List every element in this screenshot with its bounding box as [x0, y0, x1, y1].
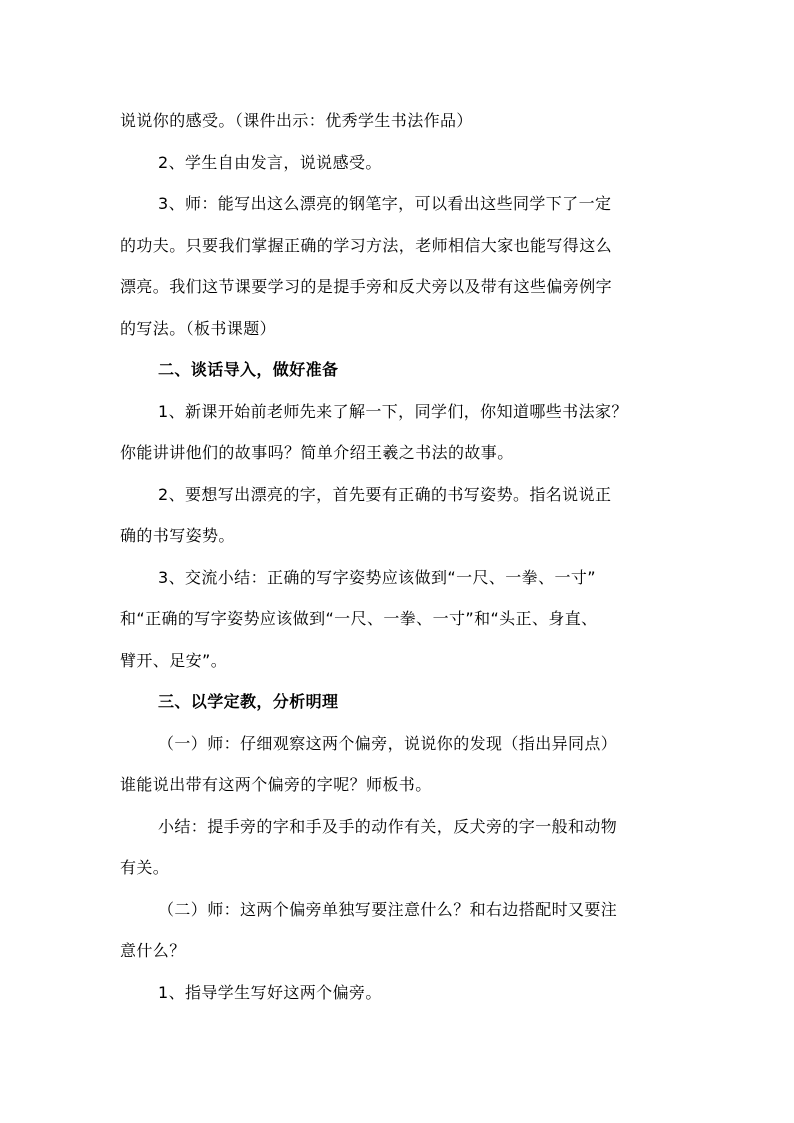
paragraph-line: 谁能说出带有这两个偏旁的字呢？师板书。: [120, 775, 432, 794]
paragraph-line: 2、要想写出漂亮的字，首先要有正确的书写姿势。指名说说正: [158, 484, 612, 504]
section-heading: 三、以学定教，分析明理: [158, 692, 339, 711]
paragraph-line: 3、师：能写出这么漂亮的钢笔字，可以看出这些同学下了一定: [158, 194, 612, 213]
paragraph-line: 2、学生自由发言，说说感受。: [158, 152, 382, 172]
section-heading: 二、谈话导入，做好准备: [158, 360, 339, 379]
paragraph-line: 有关。: [120, 858, 170, 877]
paragraph-line: 臂开、足安”。: [120, 650, 228, 670]
paragraph-line: 漂亮。我们这节课要学习的是提手旁和反犬旁以及带有这些偏旁例字: [120, 277, 613, 296]
paragraph-line: 3、交流小结：正确的写字姿势应该做到“一尺、一拳、一寸”: [158, 567, 596, 587]
paragraph-line: 1、新课开始前老师先来了解一下，同学们，你知道哪些书法家？: [158, 401, 628, 421]
paragraph-line: 意什么？: [120, 941, 186, 960]
paragraph-line: 说说你的感受。（课件出示：优秀学生书法作品）: [120, 111, 473, 130]
paragraph-line: 确的书写姿势。: [120, 526, 235, 545]
document-body: [120, 103, 680, 1011]
paragraph-line: 和“正确的写字姿势应该做到“一尺、一拳、一寸”和“头正、身直、: [120, 609, 598, 628]
paragraph-line: （二）师：这两个偏旁单独写要注意什么？和右边搭配时又要注: [158, 899, 618, 919]
paragraph-line: 的功夫。只要我们掌握正确的学习方法，老师相信大家也能写得这么: [120, 235, 613, 255]
paragraph-line: 你能讲讲他们的故事吗？简单介绍王羲之书法的故事。: [120, 443, 514, 462]
paragraph-line: 的写法。（板书课题）: [120, 318, 277, 338]
paragraph-line: 小结：提手旁的字和手及手的动作有关，反犬旁的字一般和动物: [158, 816, 618, 836]
paragraph-line: 1、指导学生写好这两个偏旁。: [158, 982, 382, 1002]
paragraph-line: （一）师：仔细观察这两个偏旁，说说你的发现（指出异同点）: [158, 733, 618, 753]
